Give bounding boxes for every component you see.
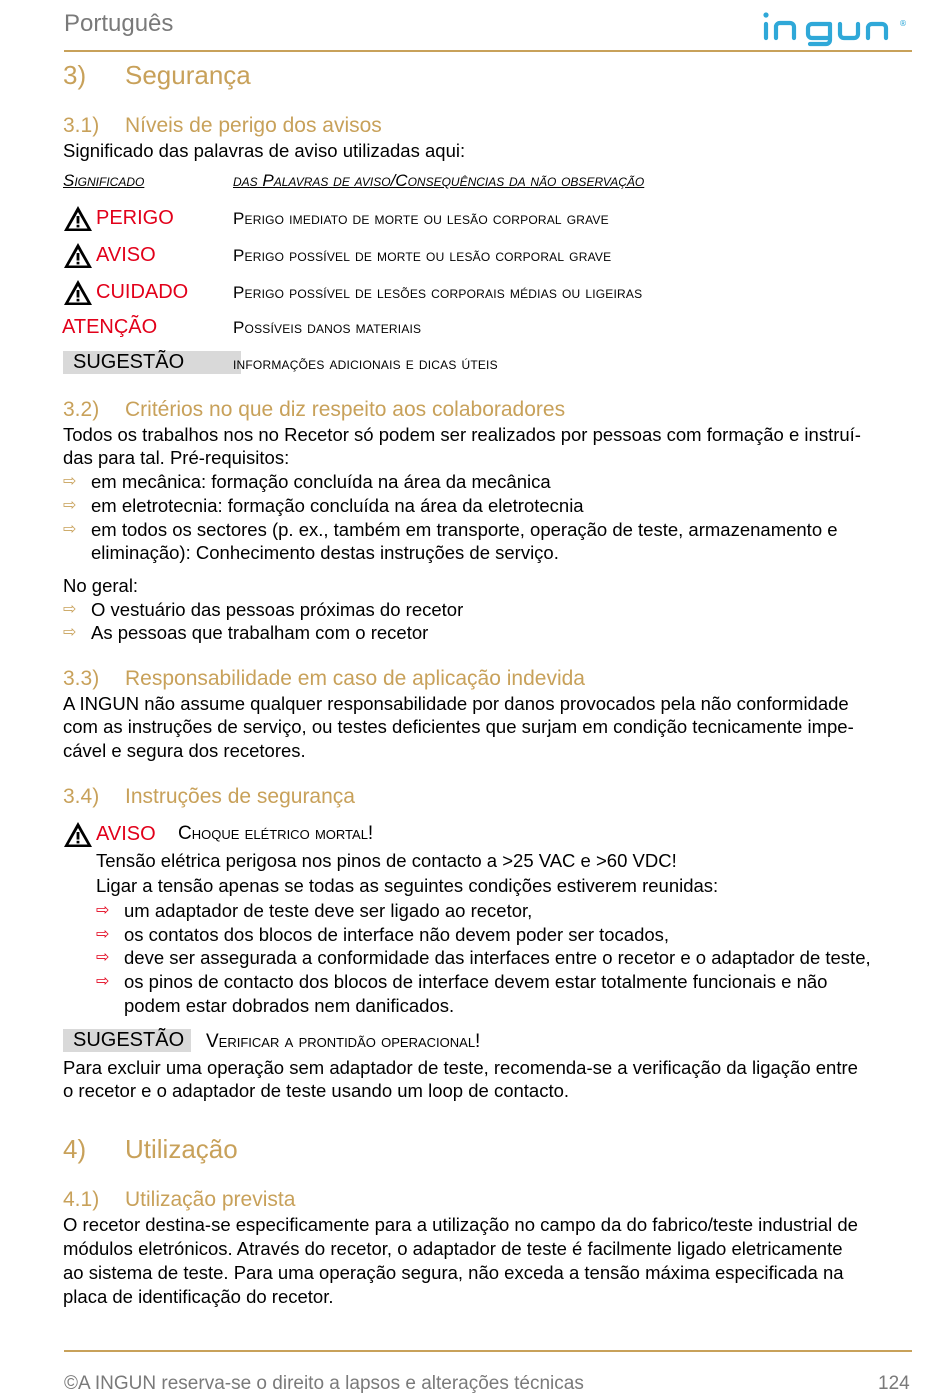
- tip-line-2: o recetor e o adaptador de teste usando um loop de contacto.: [63, 1080, 570, 1101]
- warning-triangle-icon: [62, 278, 94, 307]
- signal-row-cuidado: [62, 278, 188, 307]
- table-header-left: Significado: [63, 171, 145, 190]
- hollow-arrow-icon: ⇨: [63, 624, 77, 641]
- meaning-atencao: Possíveis danos materiais: [233, 318, 422, 337]
- page-number: 124: [878, 1373, 910, 1394]
- section-3-4-title: Instruções de segurança: [125, 785, 355, 808]
- hollow-arrow-icon: ⇨: [63, 497, 77, 514]
- page-language: Português: [64, 10, 174, 37]
- table-header-right: das Palavras de aviso/Consequências da não observação: [233, 171, 645, 190]
- section-3-4-number: 3.4): [63, 785, 100, 808]
- meaning-perigo: Perigo imediato de morte ou lesão corporal grave: [233, 209, 609, 228]
- signal-word-sugestao: SUGESTÃO: [63, 351, 241, 374]
- section-3-3-line-2: com as instruções de serviço, ou testes deficientes que surjam em condição tecnicamente impe-: [63, 716, 854, 737]
- signal-word-cuidado: CUIDADO: [96, 280, 189, 303]
- warning-triangle-icon: [62, 204, 94, 233]
- section-3-1-number: 3.1): [63, 114, 100, 137]
- signal-words-intro: Significado das palavras de aviso utilizadas aqui:: [63, 140, 466, 161]
- hollow-arrow-icon: ⇨: [96, 926, 110, 943]
- section-4-1-line-1: O recetor destina-se especificamente para a utilização no campo da do fabrico/teste industrial de: [63, 1214, 858, 1235]
- signal-word-aviso: AVISO: [96, 243, 156, 266]
- section-4-1-title: Utilização prevista: [125, 1188, 296, 1211]
- hollow-arrow-icon: ⇨: [63, 521, 77, 538]
- hollow-arrow-icon: ⇨: [63, 601, 77, 618]
- hollow-arrow-icon: ⇨: [96, 973, 110, 990]
- general-label: No geral:: [63, 575, 139, 596]
- header-rule: [64, 50, 912, 52]
- footer-copyright: ©A INGUN reserva-se o direito a lapsos e alterações técnicas: [64, 1373, 584, 1394]
- hollow-arrow-icon: ⇨: [63, 473, 77, 490]
- tip-title: Verificar a prontidão operacional!: [206, 1031, 481, 1052]
- ingun-logo: [760, 4, 920, 53]
- tip-word: SUGESTÃO: [63, 1029, 191, 1052]
- section-4-1-line-3: ao sistema de teste. Para uma operação segura, não exceda a tensão máxima especificada na: [63, 1262, 844, 1283]
- meaning-sugestao: informações adicionais e dicas úteis: [233, 354, 498, 373]
- section-4-1-line-2: módulos eletrónicos. Através do recetor, o adaptador de teste é facilmente ligado eletricamente: [63, 1238, 843, 1259]
- ingun-logo-mark: [760, 4, 920, 48]
- list-item-continuation: eliminação): Conhecimento destas instruções de serviço.: [91, 542, 559, 563]
- signal-word-perigo: PERIGO: [96, 206, 174, 229]
- hollow-arrow-icon: ⇨: [96, 949, 110, 966]
- section-4-1-line-4: placa de identificação do recetor.: [63, 1286, 334, 1307]
- section-3-1-title: Níveis de perigo dos avisos: [125, 114, 382, 137]
- section-4-1-number: 4.1): [63, 1188, 100, 1211]
- section-3-3-line-3: cável e segura dos recetores.: [63, 740, 306, 761]
- signal-row-perigo: [62, 204, 174, 233]
- signal-row-aviso: [62, 241, 156, 270]
- warning-triangle-icon: [62, 241, 94, 270]
- section-3-title: Segurança: [125, 60, 251, 90]
- hollow-arrow-icon: ⇨: [96, 902, 110, 919]
- warning-triangle-icon: [62, 820, 94, 849]
- section-3-2-title: Critérios no que diz respeito aos colaboradores: [125, 398, 566, 421]
- footer-rule: [64, 1350, 912, 1352]
- warning-title: Choque elétrico mortal!: [178, 823, 374, 844]
- warning-line-1: Tensão elétrica perigosa nos pinos de contacto a >25 VAC e >60 VDC!: [96, 850, 677, 871]
- section-4-title: Utilização: [125, 1134, 238, 1164]
- warning-line-2: Ligar a tensão apenas se todas as seguintes condições estiverem reunidas:: [96, 875, 719, 896]
- section-3-3-number: 3.3): [63, 667, 100, 690]
- section-3-number: 3): [63, 60, 87, 90]
- meaning-aviso: Perigo possível de morte ou lesão corporal grave: [233, 246, 612, 265]
- signal-word-atencao: ATENÇÃO: [62, 316, 158, 338]
- section-3-3-title: Responsabilidade em caso de aplicação indevida: [125, 667, 585, 690]
- tip-line-1: Para excluir uma operação sem adaptador de teste, recomenda-se a verificação da ligação entre: [63, 1057, 858, 1078]
- section-4-number: 4): [63, 1134, 87, 1164]
- warning-word: AVISO: [96, 822, 156, 845]
- svg-text:®: ®: [899, 19, 907, 28]
- section-3-3-line-1: A INGUN não assume qualquer responsabilidade por danos provocados pela não conformidade: [63, 693, 849, 714]
- section-3-2-text-line-1: Todos os trabalhos nos no Recetor só podem ser realizados por pessoas com formação e instruí-: [63, 424, 861, 445]
- warning-block-aviso: [62, 820, 156, 849]
- meaning-cuidado: Perigo possível de lesões corporais médias ou ligeiras: [233, 283, 643, 302]
- section-3-2-number: 3.2): [63, 398, 100, 421]
- condition-continuation: podem estar dobrados nem danificados.: [124, 995, 455, 1016]
- section-3-2-text-line-2: das para tal. Pré-requisitos:: [63, 447, 290, 468]
